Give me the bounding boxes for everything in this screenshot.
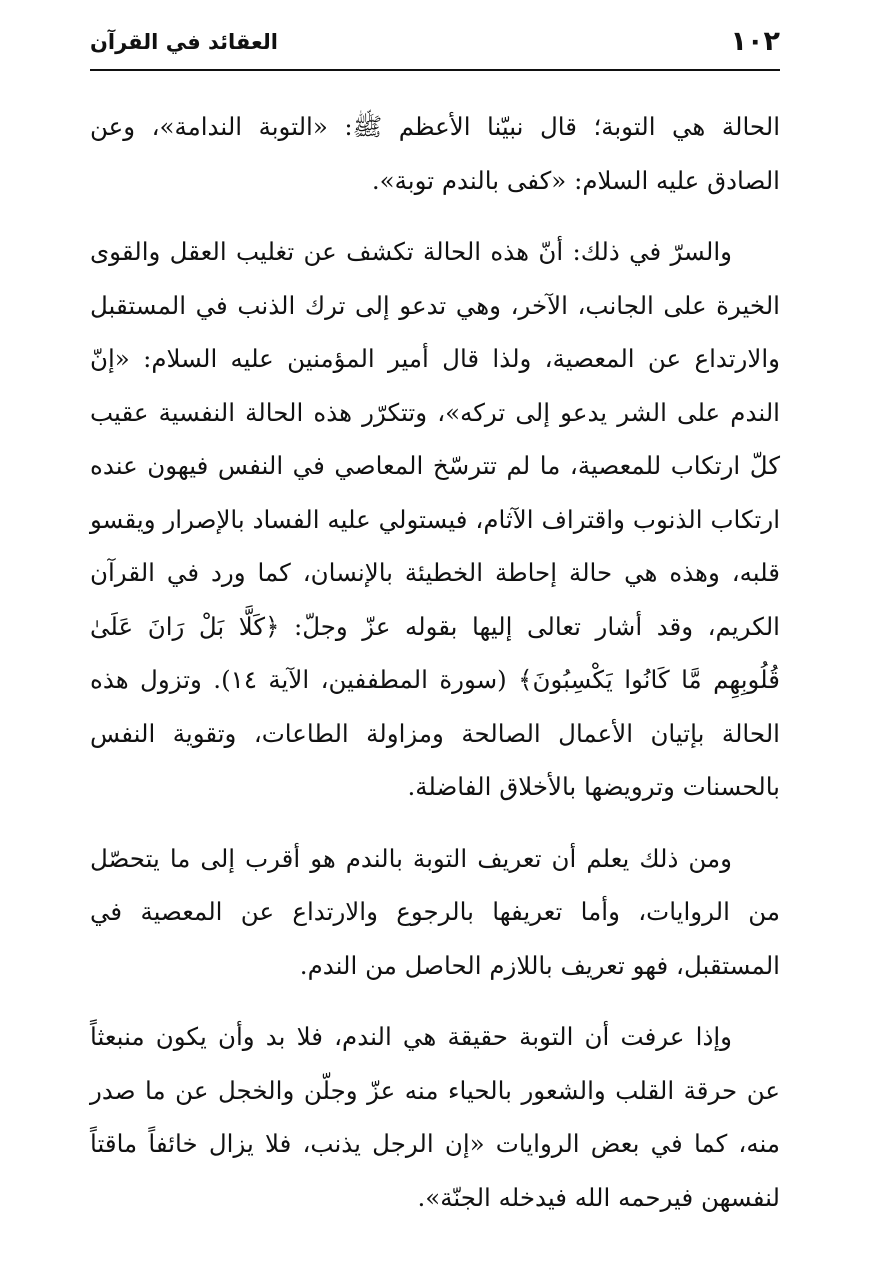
header-divider <box>90 69 780 71</box>
page-number: ١٠٢ <box>730 26 780 57</box>
paragraph: وإذا عرفت أن التوبة حقيقة هي الندم، فلا بد وأن يكون منبعثاً عن حرقة القلب والشعور بالحياء منه عزّ وجلّن والخجل عن ما صدر منه، كما في بعض الروايات «إن الرجل يذنب، فلا يزال خائفاً ماقتاً لنفسهن فيرحمه الله فيدخله الجنّة». <box>90 1022 780 1212</box>
body-text <box>90 100 780 1224</box>
paragraph: الحالة هي التوبة؛ قال نبيّنا الأعظم ﷺ: «التوبة الندامة»، وعن الصادق عليه السلام: «كفى بالندم توبة». <box>90 112 780 195</box>
paragraph: ومن ذلك يعلم أن تعريف التوبة بالندم هو أقرب إلى ما يتحصّل من الروايات، وأما تعريفها بالرجوع والارتداع عن المعصية في المستقبل، فهو تعريف باللازم الحاصل من الندم. <box>90 843 780 980</box>
page-header <box>90 22 780 68</box>
running-title: العقائد في القرآن <box>90 30 278 54</box>
paragraph: والسرّ في ذلك: أنّ هذه الحالة تكشف عن تغليب العقل والقوى الخيرة على الجانب، الآخر، وهي تدعو إلى ترك الذنب في المستقبل والارتداع عن المعصية، ولذا قال أمير المؤمنين عليه السلام: «إنّ الندم على الشر يدعو إلى تركه»، وتتكرّر هذه الحالة النفسية عقيب كلّ ارتكاب للمعصية، ما لم تترسّخ المعاصي في النفس فيهون عنده ارتكاب الذنوب واقتراف الآثام، فيستولي عليه الفساد بالإصرار ويقسو قلبه، وهذه هي حالة إحاطة الخطيئة بالإنسان، كما ورد في القرآن الكريم، وقد أشار تعالى إليها بقوله عزّ وجلّ: ﴿كَلَّا بَلْ رَانَ عَلَىٰ قُلُوبِهِم مَّا كَانُوا يَكْسِبُونَ﴾ (سورة المطففين، الآية ١٤). وتزول هذه الحالة بإتيان الأعمال الصالحة ومزاولة الطاعات، وتقوية النفس بالحسنات وترويضها بالأخلاق الفاضلة. <box>90 237 780 801</box>
